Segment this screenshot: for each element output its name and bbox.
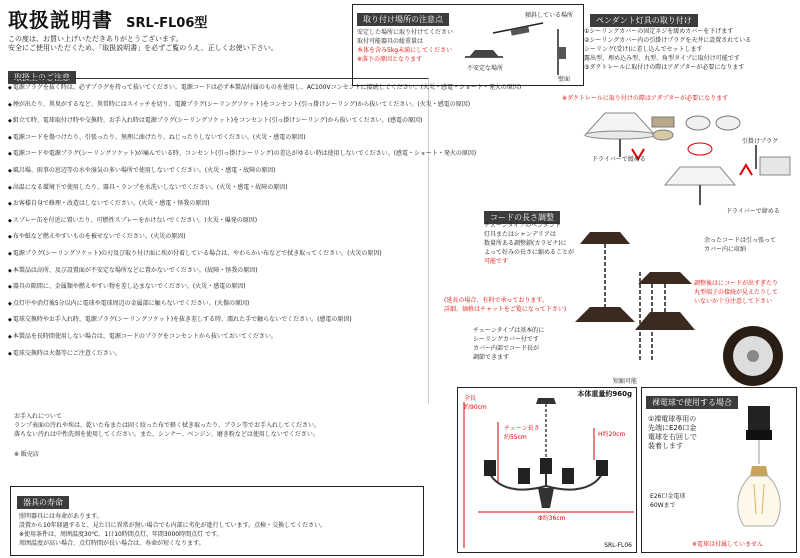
location-box (352, 4, 584, 86)
precaution-item: ◆ 電源プラグ(シーリングソケット)の刃及び取り付け面に埃が付着している場合は、やわらかい布などで拭き取ってください。(火災の原因) (8, 251, 428, 258)
chain-line: シーリングカバー付です (473, 336, 539, 343)
intro-line: この度は、お買い上げいただきありがとうございます。 (8, 35, 183, 43)
bulb-line: 電球を右回しで (648, 433, 697, 441)
lifespan-header: 器具の寿命 (17, 496, 69, 509)
care-line: お手入れについて (14, 413, 62, 420)
install-step: シーリング(受け)に差し込んでセットします (584, 46, 703, 53)
install-header: ペンダント灯具の取り付け (590, 14, 698, 27)
seller-label: ※ 販売店 (14, 451, 39, 458)
bulb-note: ※電球は付属していません (692, 541, 764, 548)
chain-text (473, 326, 583, 362)
chain-length-value: 約55cm (504, 434, 527, 441)
precaution-item: ◆ 風呂場、雨事の窓辺等の水や湿気の多い場所で使用しないでください。(火災・感電・故障の原因) (8, 168, 428, 175)
precaution-item: ◆ 高温になる環境下で使用したり、器具・ランプを水洗いしないでください。(火災・感電・故障の原因) (8, 185, 428, 192)
precaution-item: ◆ 器具の隙間に、金属類や燃えやすい物を差し込まないでください。(火災・感電の原因) (8, 284, 428, 291)
precaution-item: ◆ スプレー缶を付近に置いたり、可燃性スプレーをかけないでください。(火災・爆発の原因) (8, 218, 428, 225)
short-label: 短縮可能 (613, 378, 638, 385)
intro-line: 安全にご使用いただくため、「取扱説明書」を必ずご覧のうえ、正しくお使い下さい。 (8, 44, 278, 52)
chain-line: チェーンタイプは基本的に (473, 327, 545, 334)
install-steps (584, 27, 798, 72)
dimensions-box (457, 387, 637, 553)
install-step: ②シーリングカバー内の引掛けプラグを天井に設置されている (584, 37, 752, 44)
lifespan-box (10, 486, 424, 556)
canopy-inside-photo (718, 322, 788, 390)
total-length-label: 全長 (464, 395, 477, 402)
bulb-spec-line: E26口金電球 (650, 493, 686, 500)
total-length-value: 約90cm (464, 404, 487, 411)
lifespan-line: 照明器具には寿命があります。 (19, 513, 103, 520)
width-label: Φ約36cm (538, 515, 566, 522)
label-slope: 傾斜している場所 (525, 12, 574, 19)
extra-cord-line: カバー内に収納 (704, 246, 747, 253)
install-step: ③ダクトレールに取付けの際はアダプターが必要になります (584, 64, 745, 71)
precaution-item: ◆ 組立て時、電球取付け時や交換時、お手入れ時は電源プラグ(シーリングソケット)をコンセント(引っ掛けシーリング)から抜いてください。(感電の原因) (8, 118, 428, 125)
chain-line: 調節できます (473, 354, 510, 361)
bulb-instructions (642, 411, 734, 455)
cord-text (484, 221, 594, 266)
weight-label: 本体重量約960g (577, 390, 632, 398)
adjust-note (694, 279, 798, 306)
chain-length-label: チェーン長さ (504, 425, 540, 432)
cord-line: 灯具またはシャンデリアは (484, 231, 556, 238)
install-step: ①シーリングカバーの固定ネジを緩めカバーを下げます (584, 28, 734, 35)
adjust-line: いないか十分注意して下さい (694, 298, 773, 305)
precaution-item: ◆ 本製品は高所、及び設置面が不安定な場所などに置かないでください。(故障・怪我の原因) (8, 268, 428, 275)
care-line: 落ちない汚れは中性洗剤を使用してください。また、シンナー、ベンジン、磨き粉などは使用しないでください。 (14, 431, 319, 438)
cord-line: チェーンタイプのペンダント (484, 222, 561, 229)
precaution-item: ◆ 点灯中や消灯後5分以内に電球や電球周辺の金属部に触らないでください。(火傷の原因) (8, 301, 428, 308)
location-text: 取付可能器具の総重量は (357, 38, 424, 45)
location-header: 取り付け場所の注意点 (357, 13, 449, 26)
extension-note (444, 296, 566, 314)
precaution-item: ◆ 電源コードや電源プラグ(シーリングソケット)が痛んでいる時、コンセント(引っ掛けシーリング)の差込がゆるい時は使用しないでください。(感電・ショート・発火の原因) (8, 151, 428, 158)
chandelier-drawing (458, 388, 636, 552)
intro (8, 35, 338, 53)
care-line: ランプ表面の汚れや埃は、乾いた布または固く絞った布で軽く拭き取ったり、ブラシ等でお手入れしてください。 (14, 422, 321, 429)
install-step: 露出型、埋め込み型、丸型、角型タイプに取付け可能です (584, 55, 740, 62)
bulb-spec (650, 492, 685, 510)
extension-note-line: (延長の場合、有料で承っております。 (444, 297, 548, 304)
height-label: H約20cm (598, 431, 626, 438)
extra-cord-note (704, 236, 799, 254)
bulb-line: 装着します (648, 442, 683, 450)
bulb-spec-line: 60Wまで (650, 502, 676, 509)
bulb-box (641, 387, 797, 553)
lifespan-line: ※使用条件は、周囲温度30℃、1日10時間点灯、年間3000時間点灯 です。 (19, 531, 223, 538)
adjust-line: 丸型端子の接続が見えたりして (694, 289, 779, 296)
precaution-item: ◆ 電源コードを傷つけたり、引張ったり、無理に曲げたり、ねじったりしないでください。(火災・感電の原因) (8, 135, 428, 142)
bulb-line: 先端にE26口金 (648, 424, 697, 432)
extension-note-line: 詳細、価格はチャットをご覧になって下さい) (444, 306, 567, 313)
adjust-line: 調整後はにコードが出すぎたり (694, 280, 779, 287)
cord-line: 可能です (484, 258, 509, 265)
bulb-line: ①裸電球専用の (648, 415, 697, 423)
location-illustration (463, 19, 581, 83)
precaution-item: ◆ 電球交換時やお手入れ時、電源プラグ(シーリングソケット)を抜き差しする時、濡れた手で触らないでください。(感電の原因) (8, 317, 428, 324)
location-fall-warning: ※落下の原因となります (357, 56, 423, 63)
label-hook-plug: 引掛けプラグ (742, 138, 779, 145)
precaution-item: ◆ 布や紙など燃えやすいものを被せないでください。(火災の原因) (8, 234, 428, 241)
precautions-header: 取扱上のご注意 (8, 71, 76, 84)
precaution-item: ◆ 電球交換時は火傷等にご注意ください。 (8, 351, 428, 358)
label-unstable: 不安定な場所 (467, 65, 504, 72)
location-text: 安定した場所に取り付けてください (357, 29, 454, 36)
cord-header: コードの長さ調整 (484, 211, 560, 224)
title-block (8, 4, 207, 33)
care-section (14, 412, 414, 439)
extra-cord-line: 余ったコードは引っ張って (704, 237, 777, 244)
dact-note: ※ダクトレールに取り付けの際はアダプターが必要になります (562, 95, 729, 102)
precaution-item: ◆ 本製品を長時間使用しない場合は、電源コードのプラグをコンセントから抜いておいてください。 (8, 334, 428, 341)
cord-line: 数量所ある調整鎖(カラビナ)に (484, 240, 567, 247)
precaution-item: ◆ 電源プラグを抜く時は、必ずプラグを持って抜いてください。電源コードは必ず本製品付属のものを使用し、AC100Vコンセントに接続してください。(火災・感電・ショート・発火の原因) (8, 85, 428, 92)
install-header-wrap (590, 8, 698, 27)
document-title: 取扱説明書 (8, 8, 113, 32)
diagram-model: SRL-FL06 (604, 542, 632, 549)
location-weight-warning: 本体を含み5kg未満にしてください (357, 47, 453, 54)
bulb-illustration (734, 404, 794, 534)
label-wall: 壁面 (558, 76, 571, 83)
precaution-item: ◆ お客様自身で修理・改造はしないでください。(火災・感電・怪我の原因) (8, 201, 428, 208)
cord-line: よって好みの長さに縮めることが (484, 249, 575, 256)
chain-line: カバー内部でコード長が (473, 345, 540, 352)
label-driver-tighten: ドライバーで締める (726, 208, 780, 215)
lifespan-line: 設置から10年経過すると、見た目に異常が無い場合でも内部に劣化が進行しています。点検・交換してください。 (19, 522, 327, 529)
bulb-header: 裸電球で使用する場合 (646, 396, 738, 409)
model-number: SRL-FL06型 (126, 16, 208, 31)
lifespan-line: 周囲温度が高い場合、点灯時間が長い場合は、寿命が短くなります。 (19, 540, 205, 547)
label-driver-loosen: ドライバーで緩める (592, 156, 646, 163)
precaution-item: ◆ 煙が出たり、異臭がするなど、異常時にはスイッチを切り、電源プラグ(シーリングソケット)をコンセント(引っ掛けシーリング)から抜いてください。(火災・感電の原因) (8, 102, 428, 109)
